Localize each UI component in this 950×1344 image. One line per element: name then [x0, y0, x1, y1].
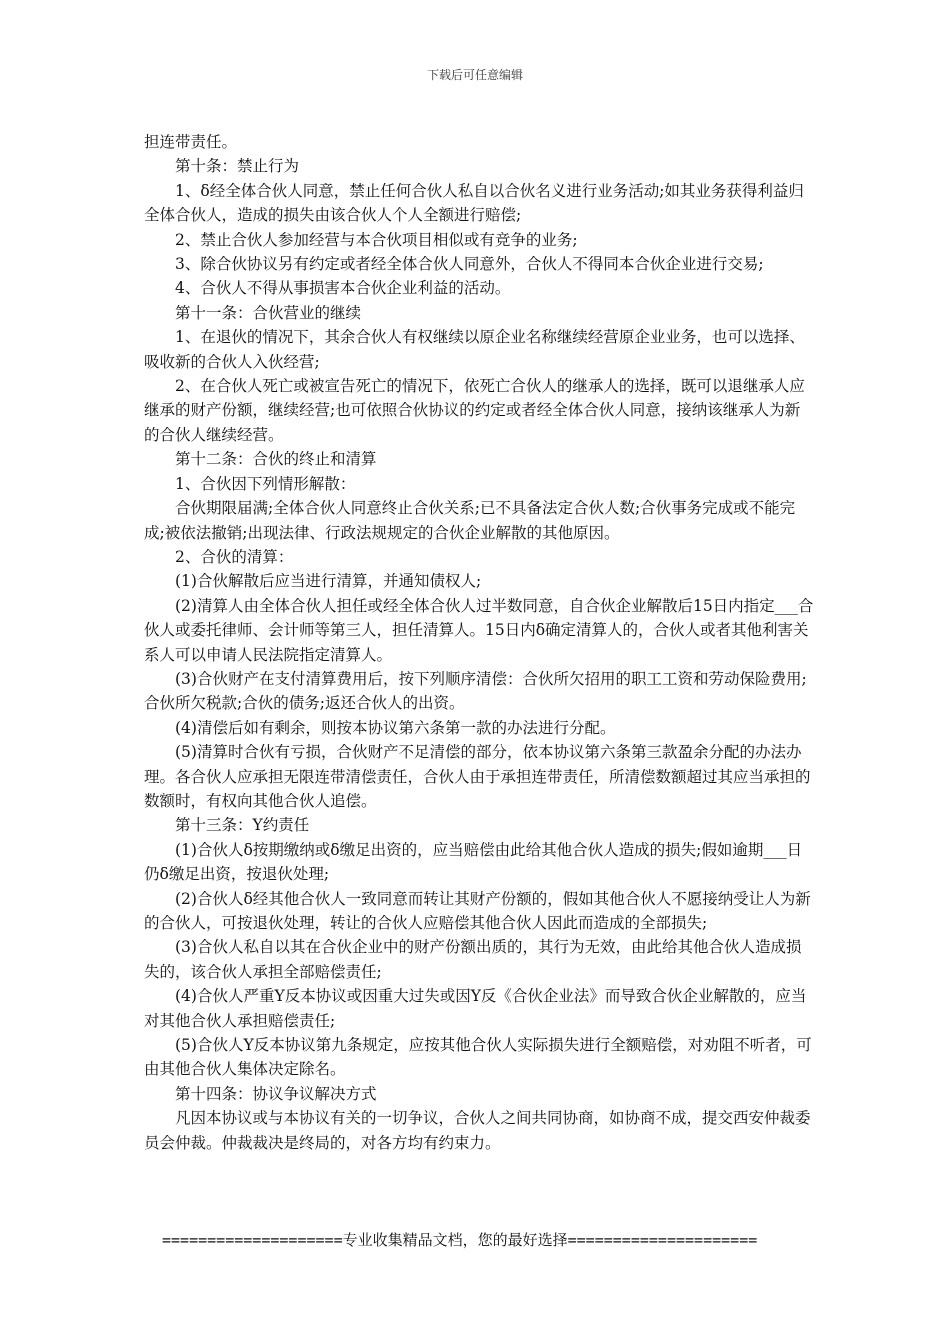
paragraph: (1)合伙解散后应当进行清算，并通知债权人; — [175, 572, 482, 591]
document-body — [144, 130, 814, 1155]
page-footer — [144, 1228, 814, 1252]
paragraph: (3)合伙人私自以其在合伙企业中的财产份额出质的，其行为无效，由此给其他合伙人造成损失的，该合伙人承担全部赔偿责任; — [144, 938, 802, 981]
paragraph: (4)合伙人严重Υ反本协议或因重大过失或因Υ反《合伙企业法》而导致合伙企业解散的，应当对其他合伙人承担赔偿责任; — [144, 987, 807, 1030]
footer-text: ====================专业收集精品文档，您的最好选择===================== — [162, 1231, 758, 1249]
paragraph: (2)清算人由全体合伙人担任或经全体合伙人过半数同意，自合伙企业解散后15日内指定___合伙人或委托律师、会计师等第三人，担任清算人。15日内δ确定清算人的，合伙人或者其他利害关系人可以申请人民法院指定清算人。 — [144, 596, 814, 664]
paragraph: 2、在合伙人死亡或被宣告死亡的情况下，依死亡合伙人的继承人的选择，既可以退继承人应继承的财产份额，继续经营;也可依照合伙协议的约定或者经全体合伙人同意，接纳该继承人为新的合伙人继续经营。 — [144, 377, 805, 444]
paragraph: (3)合伙财产在支付清算费用后，按下列顺序清偿：合伙所欠招用的职工工资和劳动保险费用;合伙所欠税款;合伙的债务;返还合伙人的出资。 — [144, 669, 807, 713]
paragraph: 3、除合伙协议另有约定或者经全体合伙人同意外，合伙人不得同本合伙企业进行交易; — [175, 255, 764, 274]
paragraph: 第十四条：协议争议解决方式 — [175, 1084, 377, 1103]
paragraph: 第十条：禁止行为 — [175, 157, 300, 176]
paragraph: 担连带责任。 — [144, 133, 238, 151]
paragraph: (2)合伙人δ经其他合伙人一致同意而转让其财产份额的，假如其他合伙人不愿接纳受让人为新的合伙人，可按退伙处理，转让的合伙人应赔偿其他合伙人因此而造成的全部损失; — [144, 889, 811, 932]
paragraph: 4、合伙人不得从事损害本合伙企业利益的活动。 — [175, 279, 511, 298]
paragraph: 2、合伙的清算： — [175, 547, 294, 566]
paragraph: 凡因本协议或与本协议有关的一切争议，合伙人之间共同协商，如协商不成，提交西安仲裁委员会仲裁。仲裁裁决是终局的，对各方均有约束力。 — [144, 1109, 811, 1152]
paragraph: 第十三条：Υ约责任 — [175, 816, 310, 835]
paragraph: 1、δ经全体合伙人同意，禁止任何合伙人私自以合伙名义进行业务活动;如其业务获得利益归全体合伙人，造成的损失由该合伙人个人全额进行赔偿; — [144, 181, 804, 225]
paragraph: 2、禁止合伙人参加经营与本合伙项目相似或有竞争的业务; — [175, 230, 578, 249]
paragraph: 第十二条：合伙的终止和清算 — [175, 450, 377, 469]
paragraph: (4)清偿后如有剩余，则按本协议第六条第一款的办法进行分配。 — [175, 718, 616, 737]
paragraph: (5)清算时合伙有亏损，合伙财产不足清偿的部分，依本协议第六条第三款盈余分配的办法办理。各合伙人应承担无限连带清偿责任，合伙人由于承担连带责任，所清偿数额超过其应当承担的数额时，有权向其他合伙人追偿。 — [144, 743, 811, 810]
page-header: 下载后可任意编辑 — [426, 68, 523, 82]
paragraph: 1、在退伙的情况下，其余合伙人有权继续以原企业名称继续经营原企业业务，也可以选择、吸收新的合伙人入伙经营; — [144, 328, 805, 371]
paragraph: (5)合伙人Υ反本协议第九条规定，应按其他合伙人实际损失进行全额赔偿，对劝阻不听者，可由其他合伙人集体决定除名。 — [144, 1036, 812, 1079]
paragraph: 第十一条：合伙营业的继续 — [175, 303, 362, 322]
paragraph: (1)合伙人δ按期缴纳或δ缴足出资的，应当赔偿由此给其他合伙人造成的损失;假如逾期___日仍δ缴足出资，按退伙处理; — [144, 840, 803, 884]
paragraph: 1、合伙因下列情形解散： — [175, 474, 356, 493]
paragraph: 合伙期限届满;全体合伙人同意终止合伙关系;已不具备法定合伙人数;合伙事务完成或不能完成;被依法撤销;出现法律、行政法规规定的合伙企业解散的其他原因。 — [144, 499, 796, 542]
